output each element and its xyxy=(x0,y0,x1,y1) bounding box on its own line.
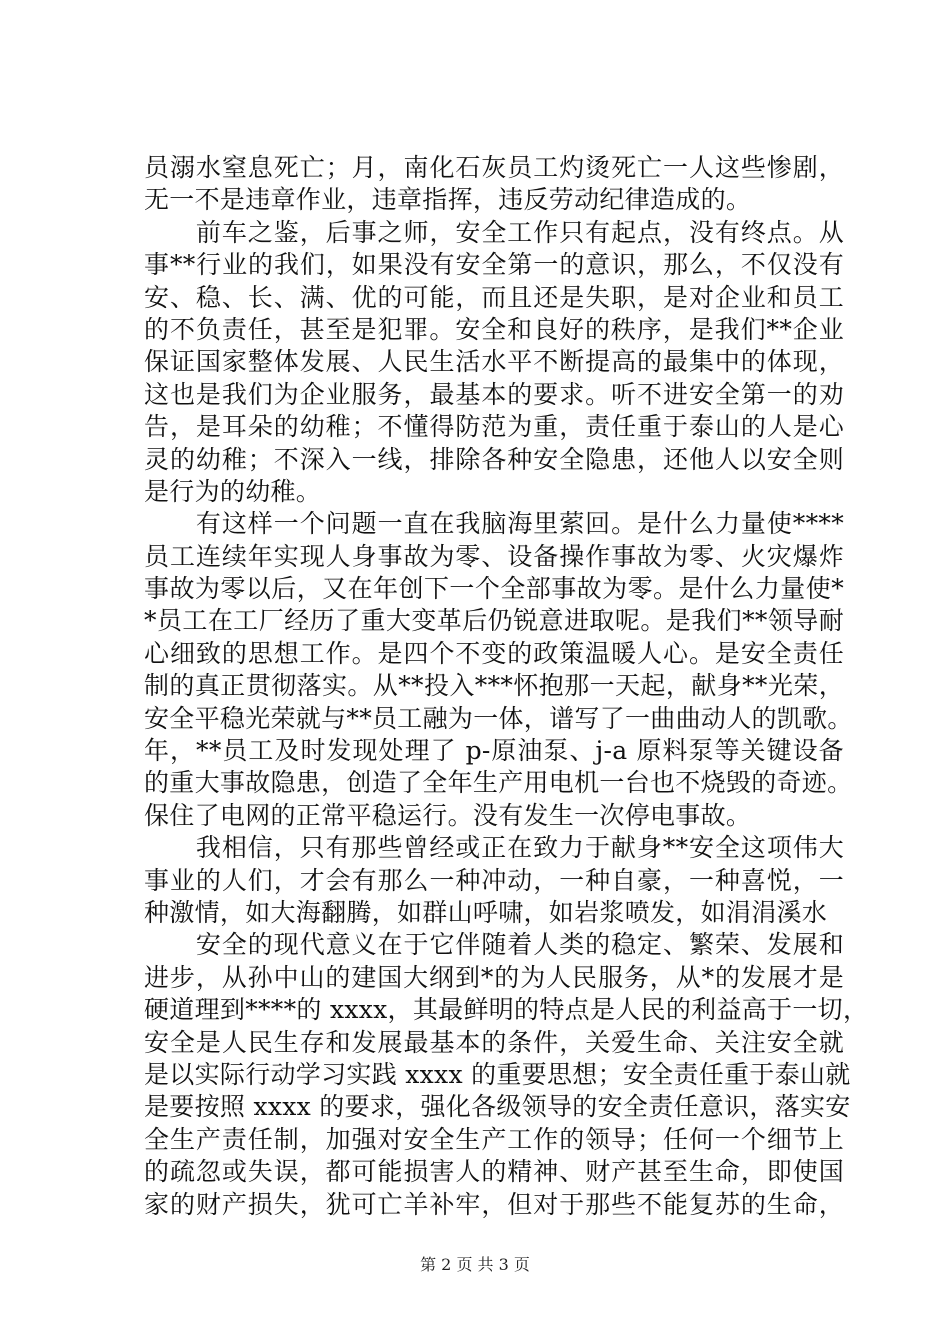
text-line: 安全的现代意义在于它伴随着人类的稳定、繁荣、发展和 xyxy=(144,930,844,960)
text-line: *员工在工厂经历了重大变革后仍锐意进取呢。是我们**领导耐 xyxy=(144,606,844,636)
text-line: 家的财产损失，犹可亡羊补牢，但对于那些不能复苏的生命， xyxy=(144,1189,844,1219)
document-body xyxy=(144,152,869,1221)
text-line: 是以实际行动学习实践 xxxx 的重要思想；安全责任重于泰山就 xyxy=(144,1059,851,1089)
text-line: 心细致的思想工作。是四个不变的政策温暖人心。是安全责任 xyxy=(144,638,844,668)
text-line: 全生产责任制，加强对安全生产工作的领导；任何一个细节上 xyxy=(144,1124,844,1154)
text-line: 是要按照 xxxx 的要求，强化各级领导的安全责任意识，落实安 xyxy=(144,1092,851,1122)
text-line: 事业的人们，才会有那么一种冲动，一种自豪，一种喜悦，一 xyxy=(144,865,844,895)
text-line: 是行为的幼稚。 xyxy=(144,476,322,506)
text-line: 种激情，如大海翻腾，如群山呼啸，如岩浆喷发，如涓涓溪水 xyxy=(144,897,828,927)
text-line: 的不负责任，甚至是犯罪。安全和良好的秩序，是我们**企业 xyxy=(144,314,844,344)
text-line: 前车之鉴，后事之师，安全工作只有起点，没有终点。从 xyxy=(144,217,844,247)
paragraph-2 xyxy=(144,217,844,509)
paragraph-3 xyxy=(144,508,853,832)
text-line: 制的真正贯彻落实。从**投入***怀抱那一天起，献身**光荣， xyxy=(144,671,844,701)
text-line: 安、稳、长、满、优的可能，而且还是失职，是对企业和员工 xyxy=(144,282,844,312)
text-line: 灵的幼稚；不深入一线，排除各种安全隐患，还他人以安全则 xyxy=(144,444,844,474)
text-line: 无一不是违章作业，违章指挥，违反劳动纪律造成的。 xyxy=(144,185,752,215)
text-line: 事故为零以后，又在年创下一个全部事故为零。是什么力量使* xyxy=(144,574,844,604)
text-line: 保证国家整体发展、人民生活水平不断提高的最集中的体现， xyxy=(144,347,844,377)
text-line: 员工连续年实现人身事故为零、设备操作事故为零、火灾爆炸 xyxy=(144,541,844,571)
page-footer xyxy=(0,1252,950,1275)
paragraph-5 xyxy=(144,929,869,1221)
paragraph-1 xyxy=(144,152,844,217)
page-number: 第 2 页 共 3 页 xyxy=(420,1255,530,1274)
text-line: 安全平稳光荣就与**员工融为一体，谱写了一曲曲动人的凯歌。 xyxy=(144,703,853,733)
text-line: 告，是耳朵的幼稚；不懂得防范为重，责任重于泰山的人是心 xyxy=(144,412,844,442)
text-line: 的重大事故隐患，创造了全年生产用电机一台也不烧毁的奇迹。 xyxy=(144,768,853,798)
text-line: 保住了电网的正常平稳运行。没有发生一次停电事故。 xyxy=(144,800,752,830)
text-line: 的疏忽或失误，都可能损害人的精神、财产甚至生命，即使国 xyxy=(144,1157,844,1187)
text-line: 有这样一个问题一直在我脑海里萦回。是什么力量使**** xyxy=(144,509,844,539)
text-line: 进步，从孙中山的建国大纲到*的为人民服务，从*的发展才是 xyxy=(144,962,844,992)
text-line: 年，**员工及时发现处理了 p-原油泵、j-a 原料泵等关键设备 xyxy=(144,736,844,766)
text-line: 我相信，只有那些曾经或正在致力于献身**安全这项伟大 xyxy=(144,833,844,863)
text-line: 硬道理到****的 xxxx，其最鲜明的特点是人民的利益高于一切， xyxy=(144,995,869,1025)
paragraph-4 xyxy=(144,832,844,929)
text-line: 这也是我们为企业服务，最基本的要求。听不进安全第一的劝 xyxy=(144,379,844,409)
text-line: 安全是人民生存和发展最基本的条件，关爱生命、关注安全就 xyxy=(144,1027,844,1057)
text-line: 事**行业的我们，如果没有安全第一的意识，那么，不仅没有 xyxy=(144,250,844,280)
text-line: 员溺水窒息死亡；月，南化石灰员工灼烫死亡一人这些惨剧， xyxy=(144,153,844,182)
